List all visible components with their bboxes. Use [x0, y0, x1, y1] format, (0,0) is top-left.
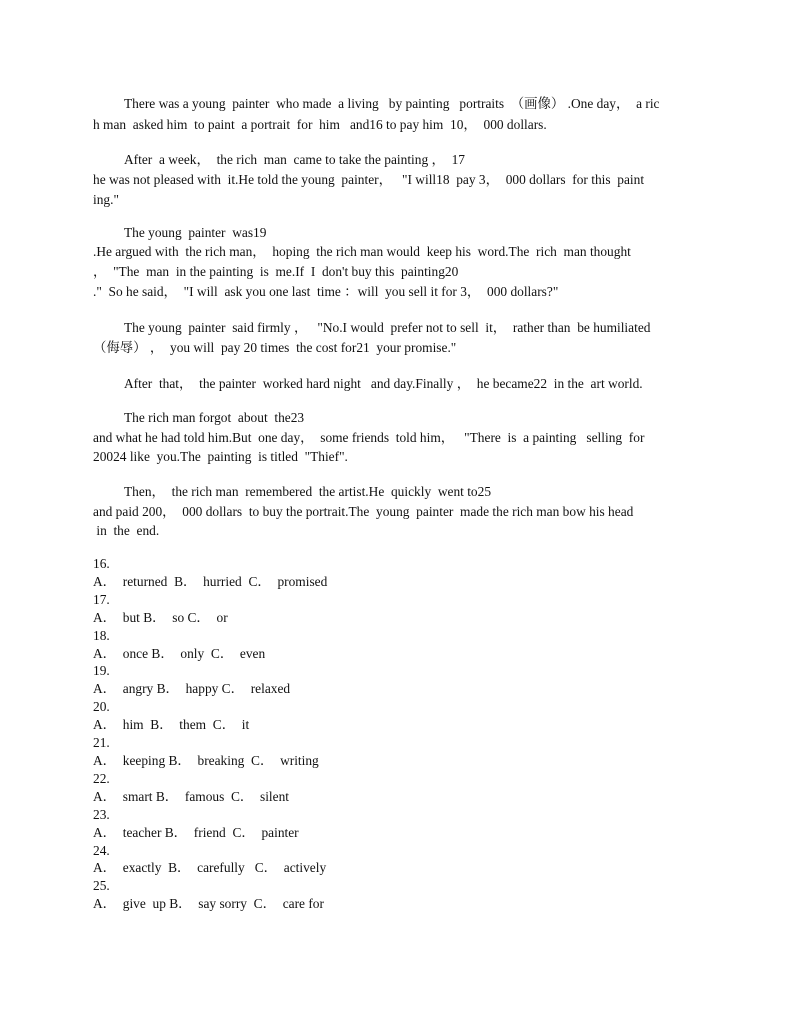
- passage-line: The rich man forgot about the23: [124, 410, 305, 425]
- passage-line: and what he had told him.But one day， some friends told him， "There is a painting selling for: [93, 430, 645, 445]
- question-number: 18.: [93, 628, 110, 643]
- passage-line: he was not pleased with it.He told the young painter， "I will18 pay 3， 000 dollars for this paint: [93, 172, 645, 187]
- passage-line: ." So he said， "I will ask you one last time ：will you sell it for 3， 000 dollars?": [93, 284, 559, 299]
- passage-line: Then， the rich man remembered the artist.He quickly went to25: [124, 484, 492, 499]
- question-options: A． exactly B． carefully C． actively: [93, 860, 327, 875]
- question-number: 23.: [93, 807, 110, 822]
- passage-line: There was a young painter who made a living by painting portraits （画像） .One day， a ric: [124, 96, 660, 111]
- passage-line: ing.": [93, 192, 119, 207]
- passage-line: ， "The man in the painting is me.If I don't buy this painting20: [93, 264, 459, 279]
- question-number: 19.: [93, 663, 110, 678]
- question-number: 24.: [93, 843, 110, 858]
- passage-line: The young painter was19: [124, 225, 267, 240]
- question-number: 21.: [93, 735, 110, 750]
- question-options: A． once B． only C． even: [93, 646, 266, 661]
- question-number: 16.: [93, 556, 110, 571]
- passage-line: After that， the painter worked hard night and day.Finally ， he became22 in the art world.: [124, 376, 643, 391]
- question-number: 20.: [93, 699, 110, 714]
- question-options: A． teacher B． friend C． painter: [93, 825, 299, 840]
- passage-line: .He argued with the rich man， hoping the rich man would keep his word.The rich man thought: [93, 244, 631, 259]
- question-options: A． but B． so C． or: [93, 610, 228, 625]
- passage-line: and paid 200， 000 dollars to buy the portrait.The young painter made the rich man bow his head: [93, 504, 634, 519]
- question-number: 17.: [93, 592, 110, 607]
- passage-line: After a week， the rich man came to take the painting ， 17: [124, 152, 465, 167]
- question-options: A． smart B． famous C． silent: [93, 789, 290, 804]
- question-options: A． angry B． happy C． relaxed: [93, 681, 291, 696]
- question-options: A． returned B． hurried C． promised: [93, 574, 328, 589]
- passage-line: （侮辱） ， you will pay 20 times the cost for21 your promise.": [93, 340, 457, 355]
- question-number: 22.: [93, 771, 110, 786]
- question-options: A． him B． them C． it: [93, 717, 250, 732]
- passage-line: h man asked him to paint a portrait for him and16 to pay him 10， 000 dollars.: [93, 117, 547, 132]
- question-options: A． keeping B． breaking C． writing: [93, 753, 319, 768]
- question-number: 25.: [93, 878, 110, 893]
- passage-line: The young painter said firmly ， "No.I would prefer not to sell it， rather than be humiliated: [124, 320, 651, 335]
- passage-line: in the end.: [93, 523, 160, 538]
- passage-line: 20024 like you.The painting is titled "Thief".: [93, 449, 348, 464]
- question-options: A． give up B． say sorry C． care for: [93, 896, 324, 911]
